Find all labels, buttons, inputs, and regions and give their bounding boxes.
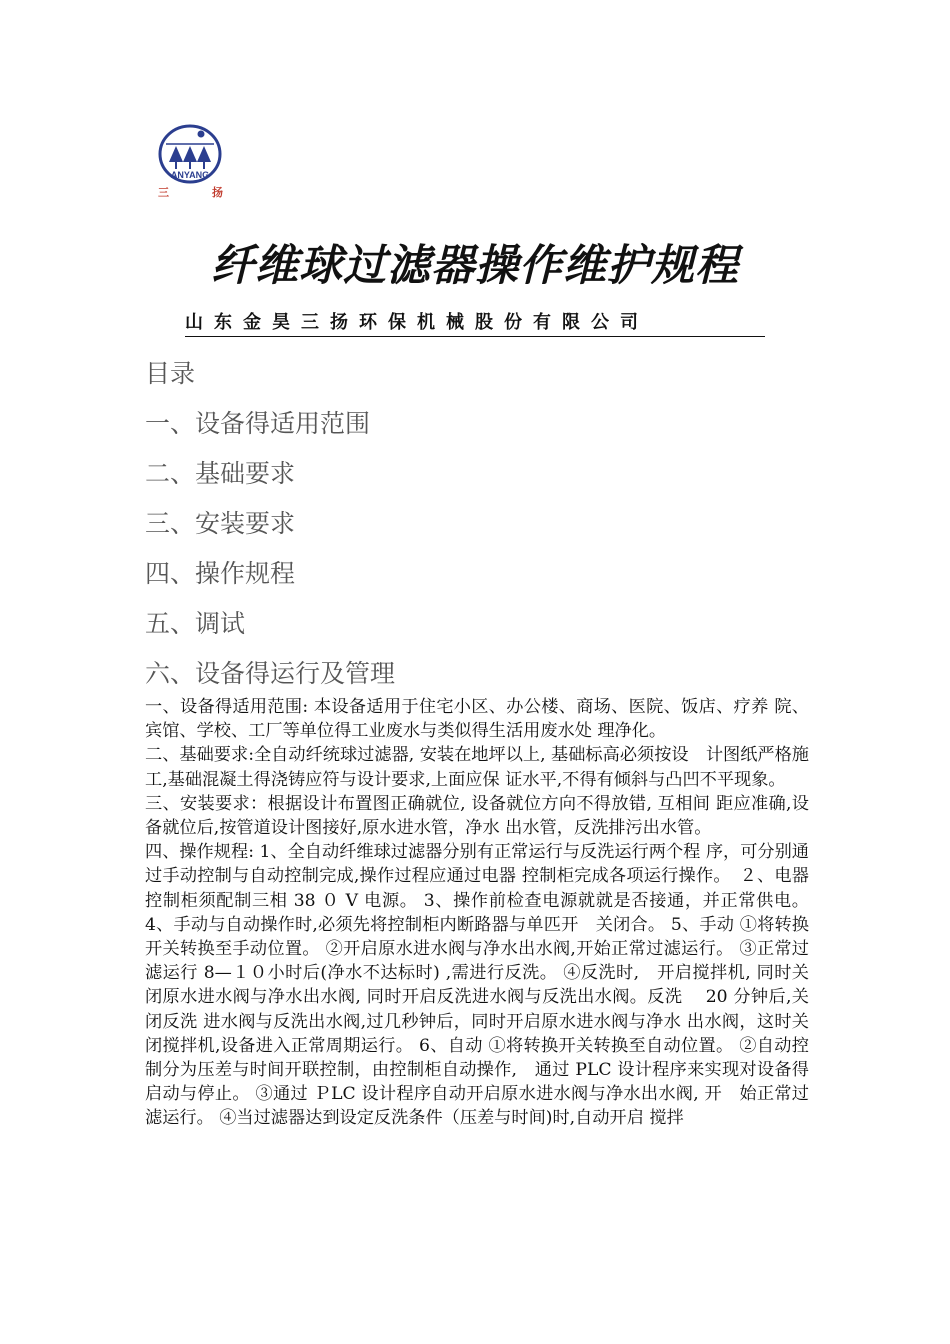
toc-item: 二、基础要求 [145,459,296,488]
toc-item: 六、设备得运行及管理 [145,659,396,688]
company-logo [152,124,232,202]
section-operation: 四、操作规程: 1、全自动纤维球过滤器分别有正常运行与反洗运行两个程 序，可分别通过手动控制与自动控制完成,操作过程应通过电器 控制柜完成各项运行操作。 ２、电器控制柜须配制三相 38 ０ V 电源。 3、操作前检查电源就就是否接通，并正常供电。 4、手动与自动操作时,必须先将控制柜内断路器与单匹开 关闭合。 5、手动 ①将转换开关转换至手动位置。 ②开启原水进水阀与净水出水阀,开始正常过滤运行。 ③正常过滤运行 8—１０小时后(净水不达标时) ,需进行反洗。 ④反洗时, 开启搅拌机, 同时关闭原水进水阀与净水出水阀, 同时开启反洗进水阀与反洗出水阀。反洗 20 分钟后,关闭反洗 进水阀与反洗出水阀,过几秒钟后，同时开启原水进水阀与净水 出水阀，这时关闭搅拌机,设备进入正常周期运行。 6、自动 ①将转换开关转换至自动位置。 ②自动控制分为压差与时间开联控制，由控制柜自动操作, 通过 PLC 设计程序来实现对设备得启动与停止。 ③通过 ＰLC 设计程序自动开启原水进水阀与净水出水阀, 开 始正常过滤运行。 ④当过滤器达到设定反洗条件（压差与时间)时,自动开启 搅拌 [145,842,809,1129]
section-installation: 三、安装要求：根据设计布置图正确就位, 设备就位方向不得放错, 互相间 距应准确,设备就位后,按管道设计图接好,原水进水管，净水 出水管，反洗排污出水管。 [145,793,809,839]
logo-brand-text: ANYANG [170,170,210,180]
anyang-logo-graphic [152,124,232,202]
toc-item: 三、安装要求 [145,509,296,538]
toc-item: 四、操作规程 [145,559,296,588]
company-name: 山东金昊三扬环保机械股份有限公司 [185,312,765,337]
toc-item: 五、调试 [145,609,246,638]
table-of-contents [145,356,395,706]
section-scope: 一、设备得适用范围: 本设备适用于住宅小区、办公楼、商场、医院、饭店、疗养 院、宾馆、学校、工厂等单位得工业废水与类似得生活用废水处 理净化。 [145,697,809,742]
document-body [145,695,809,1131]
toc-item: 一、设备得适用范围 [145,409,371,438]
toc-heading: 目录 [145,359,196,388]
logo-chinese-right: 扬 [212,186,223,199]
document-title: 纤维球过滤器操作维护规程 [211,241,739,291]
logo-chinese-left: 三 [158,186,169,199]
section-foundation: 二、基础要求:全自动纤统球过滤器, 安装在地坪以上, 基础标高必须按设 计图纸严格施工,基础混凝土得浇铸应符与设计要求,上面应保 证水平,不得有倾斜与凸凹不平现象。 [145,745,809,790]
